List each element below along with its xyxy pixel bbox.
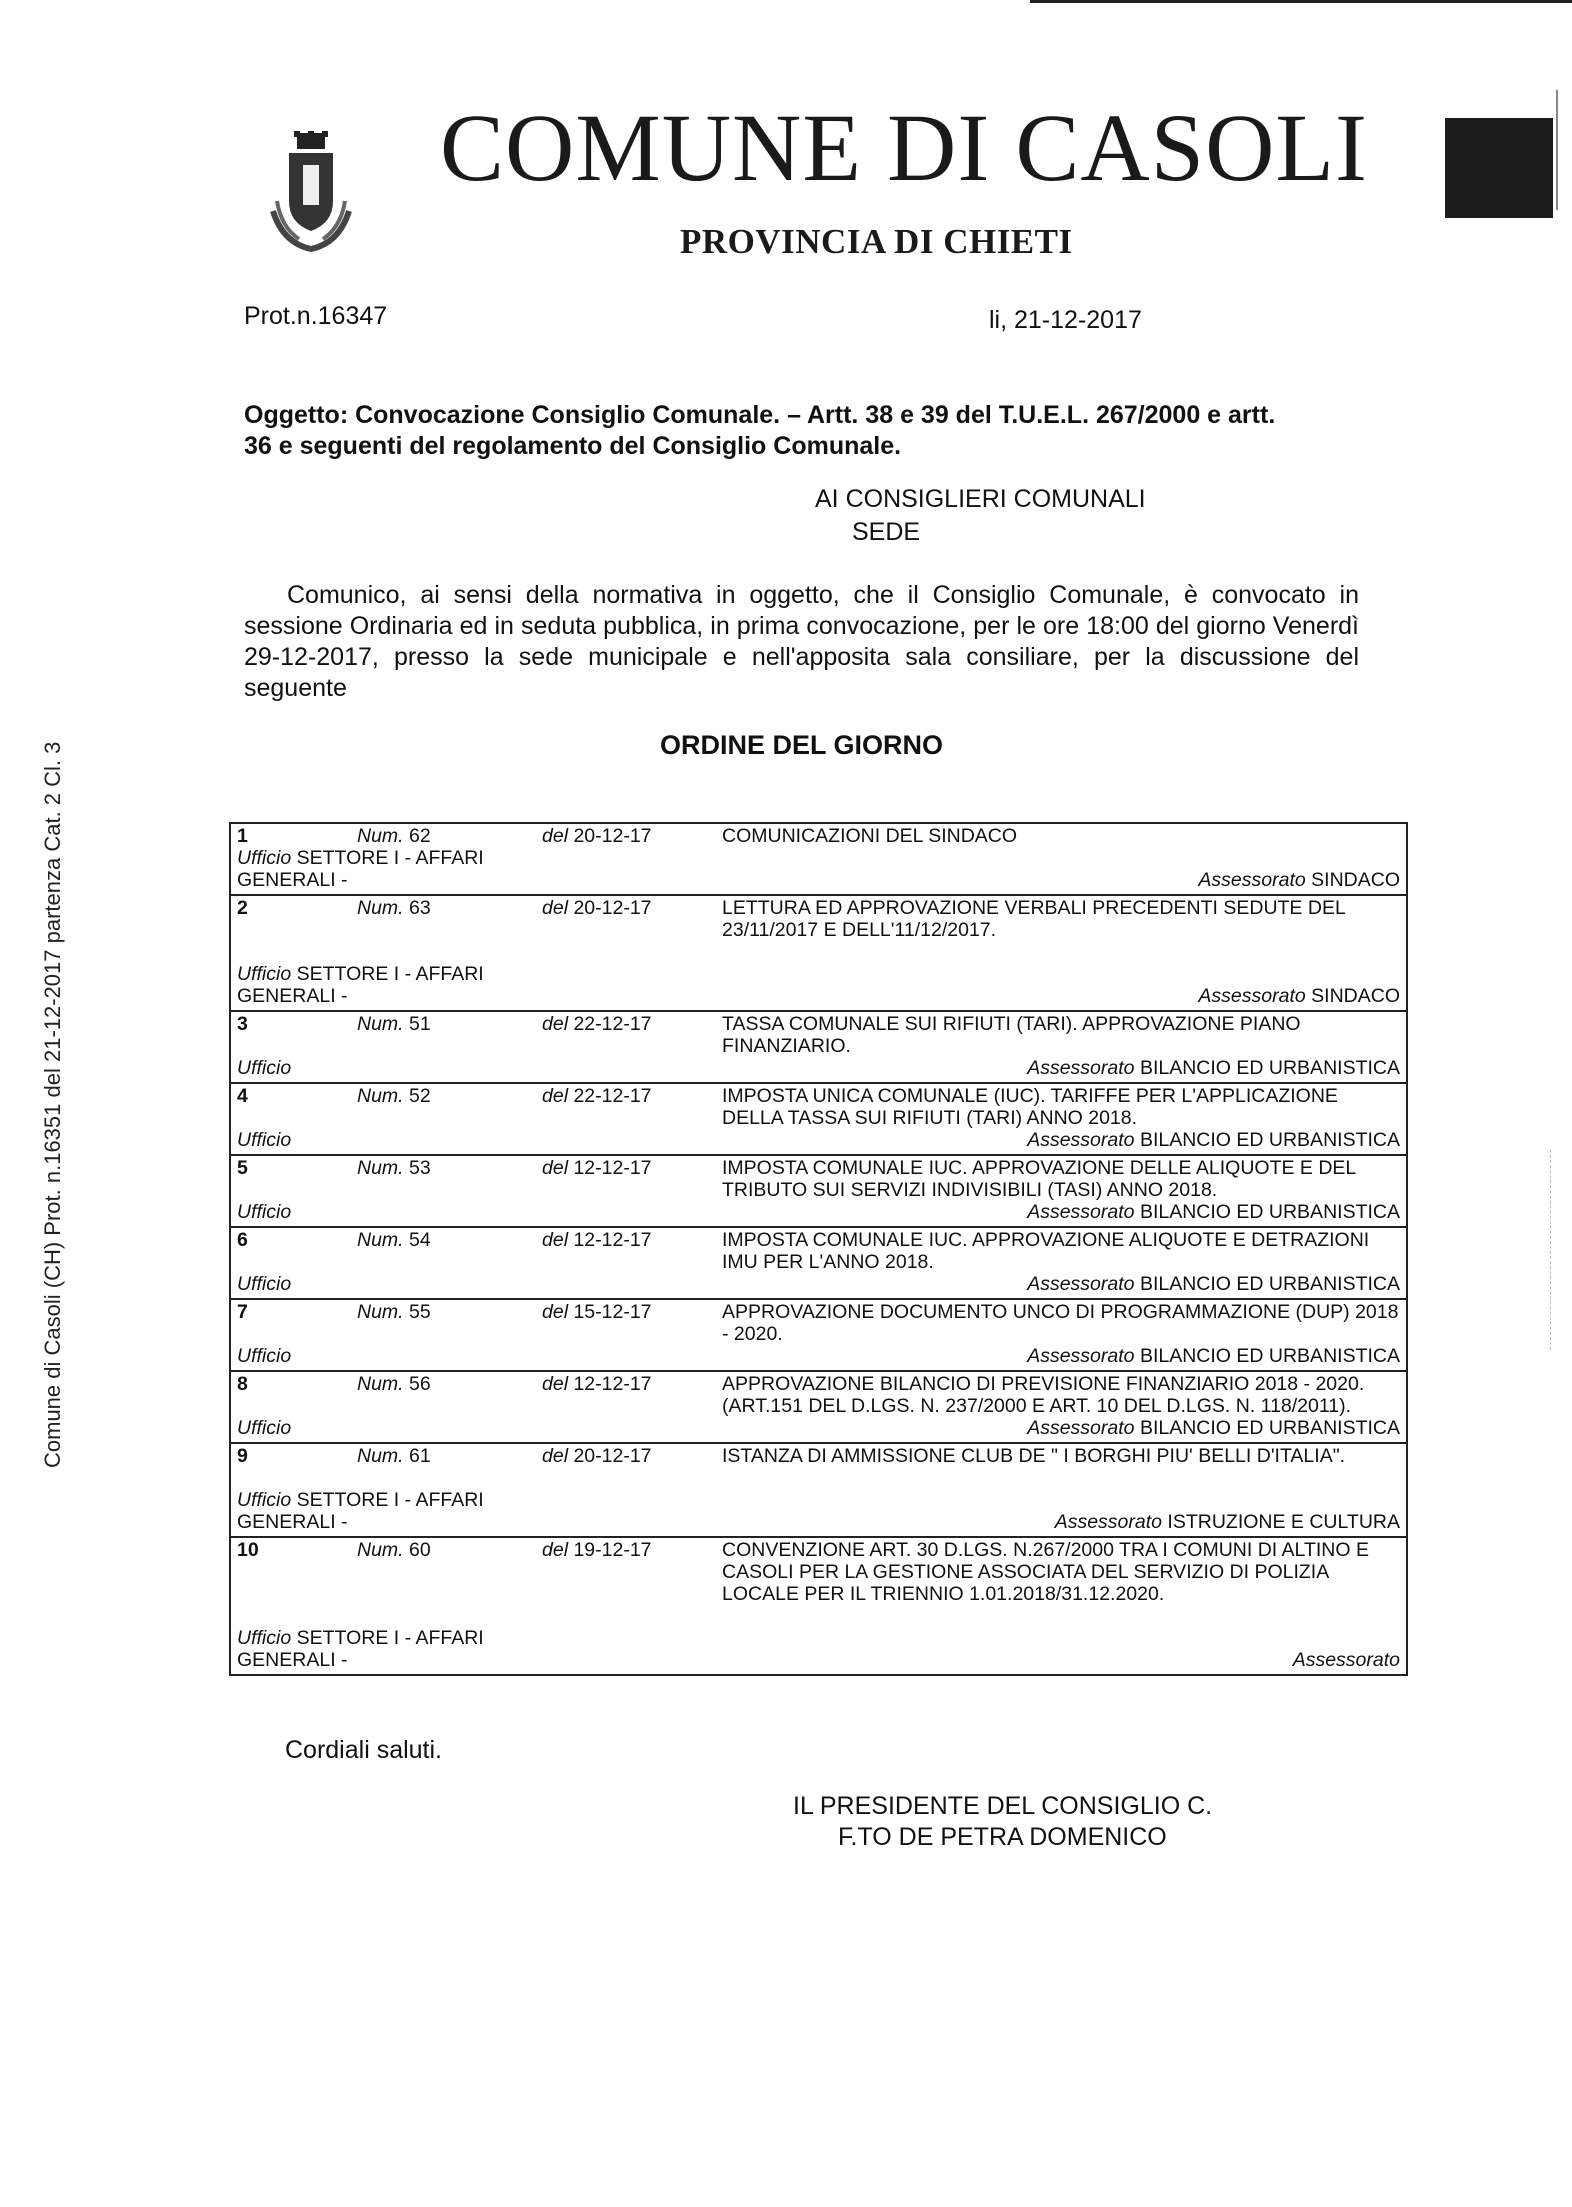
agenda-item-description: CONVENZIONE ART. 30 D.LGS. N.267/2000 TRA I COMUNI DI ALTINO E CASOLI PER LA GESTIONE ASSOCIATA DEL SERVIZIO DI POLIZIA LOCALE PER IL TRIENNIO 1.01.2018/31.12.2020.: [722, 1539, 1369, 1605]
agenda-item-num: Num. 55: [357, 1301, 431, 1323]
municipal-crest-icon: [263, 131, 359, 257]
agenda-item-department: Assessorato BILANCIO ED URBANISTICA: [1027, 1417, 1400, 1439]
agenda-item-description: ISTANZA DI AMMISSIONE CLUB DE " I BORGHI PIU' BELLI D'ITALIA".: [722, 1445, 1346, 1467]
agenda-item-description: TASSA COMUNALE SUI RIFIUTI (TARI). APPROVAZIONE PIANO FINANZIARIO.: [722, 1013, 1301, 1057]
scan-black-mark: [1445, 118, 1553, 218]
agenda-item-del: del 20-12-17: [542, 825, 652, 847]
agenda-item: [230, 1227, 1407, 1299]
agenda-item-office: Ufficio: [237, 1201, 292, 1223]
agenda-item-number: 1: [237, 825, 248, 847]
agenda-item-number: 2: [237, 897, 248, 919]
agenda-item-department: Assessorato SINDACO: [1198, 985, 1400, 1007]
scan-edge-mark: [1556, 90, 1558, 210]
agenda-item-num: Num. 62: [357, 825, 431, 847]
body-paragraph: Comunico, ai sensi della normativa in oggetto, che il Consiglio Comunale, è convocato in sessione Ordinaria ed in seduta pubblica, in prima convocazione, per le ore 18:00 del giorno Venerdì 29-12-2017, presso la sede municipale e nell'apposita sala consiliare, per la discussione del seguente: [244, 581, 1359, 702]
agenda-item-del: del 22-12-17: [542, 1013, 652, 1035]
agenda-item-num: Num. 63: [357, 897, 431, 919]
agenda-item-del: del 20-12-17: [542, 1445, 652, 1467]
agenda-item-office: Ufficio: [237, 1273, 292, 1295]
agenda-item-description: COMUNICAZIONI DEL SINDACO: [722, 825, 1018, 847]
agenda-item-department: Assessorato BILANCIO ED URBANISTICA: [1027, 1201, 1400, 1223]
agenda-item-number: 7: [237, 1301, 248, 1323]
agenda-item-number: 9: [237, 1445, 248, 1467]
municipality-title: COMUNE DI CASOLI: [440, 94, 1368, 201]
signature-name: F.TO DE PETRA DOMENICO: [838, 1823, 1167, 1851]
agenda-item: [230, 895, 1407, 1011]
signature-title: IL PRESIDENTE DEL CONSIGLIO C.: [793, 1792, 1213, 1820]
agenda-item: [230, 1443, 1407, 1537]
recipient-line-1: AI CONSIGLIERI COMUNALI: [815, 485, 1146, 513]
agenda-item-office: Ufficio: [237, 1417, 292, 1439]
agenda-item-number: 6: [237, 1229, 248, 1251]
table-row: [230, 1011, 1407, 1083]
agenda-item-description: IMPOSTA COMUNALE IUC. APPROVAZIONE DELLE ALIQUOTE E DEL TRIBUTO SUI SERVIZI INDIVISIBILI (TASI) ANNO 2018.: [722, 1157, 1356, 1201]
subject: [244, 400, 1384, 462]
row-spacer: [237, 941, 1400, 963]
table-row: [230, 1227, 1407, 1299]
agenda-item-number: 4: [237, 1085, 248, 1107]
agenda-item-description: APPROVAZIONE DOCUMENTO UNCO DI PROGRAMMAZIONE (DUP) 2018 - 2020.: [722, 1301, 1399, 1345]
table-row: [230, 823, 1407, 895]
province-subtitle: PROVINCIA DI CHIETI: [680, 222, 1073, 261]
subject-line-2: 36 e seguenti del regolamento del Consiglio Comunale.: [244, 432, 902, 460]
table-row: [230, 1299, 1407, 1371]
agenda-item-del: del 12-12-17: [542, 1157, 652, 1179]
agenda-item-del: del 12-12-17: [542, 1373, 652, 1395]
agenda-table: [229, 822, 1408, 1676]
agenda-item-num: Num. 52: [357, 1085, 431, 1107]
agenda-item-del: del 20-12-17: [542, 897, 652, 919]
table-row: [230, 1443, 1407, 1537]
agenda-item-num: Num. 53: [357, 1157, 431, 1179]
agenda-item-description: IMPOSTA UNICA COMUNALE (IUC). TARIFFE PER L'APPLICAZIONE DELLA TASSA SUI RIFIUTI (TARI) ANNO 2018.: [722, 1085, 1338, 1129]
agenda-item-department: Assessorato SINDACO: [1198, 869, 1400, 891]
agenda-item-description: LETTURA ED APPROVAZIONE VERBALI PRECEDENTI SEDUTE DEL 23/11/2017 E DELL'11/12/2017.: [722, 897, 1346, 941]
agenda-item-department: Assessorato BILANCIO ED URBANISTICA: [1027, 1057, 1400, 1079]
agenda-item: [230, 1083, 1407, 1155]
agenda-item-description: APPROVAZIONE BILANCIO DI PREVISIONE FINANZIARIO 2018 - 2020. (ART.151 DEL D.LGS. N. 237/2000 E ART. 10 DEL D.LGS. N. 118/2011).: [722, 1373, 1365, 1417]
agenda-item-office: Ufficio: [237, 1057, 292, 1079]
agenda-item-department: Assessorato ISTRUZIONE E CULTURA: [1054, 1511, 1400, 1533]
agenda-item-office: Ufficio SETTORE I - AFFARI GENERALI -: [237, 1489, 484, 1533]
agenda-item-department: Assessorato BILANCIO ED URBANISTICA: [1027, 1273, 1400, 1295]
agenda-item-del: del 12-12-17: [542, 1229, 652, 1251]
agenda-item-office: Ufficio SETTORE I - AFFARI GENERALI -: [237, 847, 484, 891]
closing-greeting: Cordiali saluti.: [285, 1736, 443, 1764]
protocol-number: Prot.n.16347: [244, 302, 388, 330]
table-row: [230, 1371, 1407, 1443]
agenda-item-office: Ufficio SETTORE I - AFFARI GENERALI -: [237, 1627, 484, 1671]
agenda-item-number: 5: [237, 1157, 248, 1179]
table-row: [230, 1155, 1407, 1227]
agenda-item: [230, 1371, 1407, 1443]
table-row: [230, 1537, 1407, 1675]
agenda-item-office: Ufficio: [237, 1129, 292, 1151]
agenda-item-number: 10: [237, 1539, 259, 1561]
agenda-item-department: Assessorato BILANCIO ED URBANISTICA: [1027, 1345, 1400, 1367]
agenda-item-description: IMPOSTA COMUNALE IUC. APPROVAZIONE ALIQUOTE E DETRAZIONI IMU PER L'ANNO 2018.: [722, 1229, 1370, 1273]
table-row: [230, 1083, 1407, 1155]
agenda-item-del: del 19-12-17: [542, 1539, 652, 1561]
agenda-item-num: Num. 54: [357, 1229, 431, 1251]
agenda-item-num: Num. 60: [357, 1539, 431, 1561]
recipient-line-2: SEDE: [852, 518, 921, 546]
agenda-item: [230, 1299, 1407, 1371]
scan-edge-specks: [1550, 1150, 1554, 1350]
agenda-item-num: Num. 56: [357, 1373, 431, 1395]
agenda-item-office: Ufficio: [237, 1345, 292, 1367]
agenda-item: [230, 1155, 1407, 1227]
agenda-item-number: 3: [237, 1013, 248, 1035]
place-date: li, 21-12-2017: [989, 306, 1142, 334]
agenda-item-number: 8: [237, 1373, 248, 1395]
subject-line-1: Oggetto: Convocazione Consiglio Comunale. – Artt. 38 e 39 del T.U.E.L. 267/2000 e artt.: [244, 401, 1276, 429]
protocol-side-stamp: Comune di Casoli (CH) Prot. n.16351 del 21-12-2017 partenza Cat. 2 Cl. 3: [40, 741, 65, 1468]
scan-top-line: [1030, 0, 1572, 3]
agenda-title: ORDINE DEL GIORNO: [660, 730, 944, 760]
table-row: [230, 895, 1407, 1011]
agenda-item: [230, 1011, 1407, 1083]
agenda-item-del: del 22-12-17: [542, 1085, 652, 1107]
row-spacer: [237, 1605, 1400, 1627]
agenda-item-del: del 15-12-17: [542, 1301, 652, 1323]
agenda-item-num: Num. 51: [357, 1013, 431, 1035]
row-spacer: [237, 1467, 1400, 1489]
agenda-item: [230, 823, 1407, 895]
agenda-item: [230, 1537, 1407, 1675]
agenda-item-num: Num. 61: [357, 1445, 431, 1467]
agenda-item-department: Assessorato BILANCIO ED URBANISTICA: [1027, 1129, 1400, 1151]
agenda-item-office: Ufficio SETTORE I - AFFARI GENERALI -: [237, 963, 484, 1007]
agenda-item-department: Assessorato: [1292, 1649, 1400, 1671]
